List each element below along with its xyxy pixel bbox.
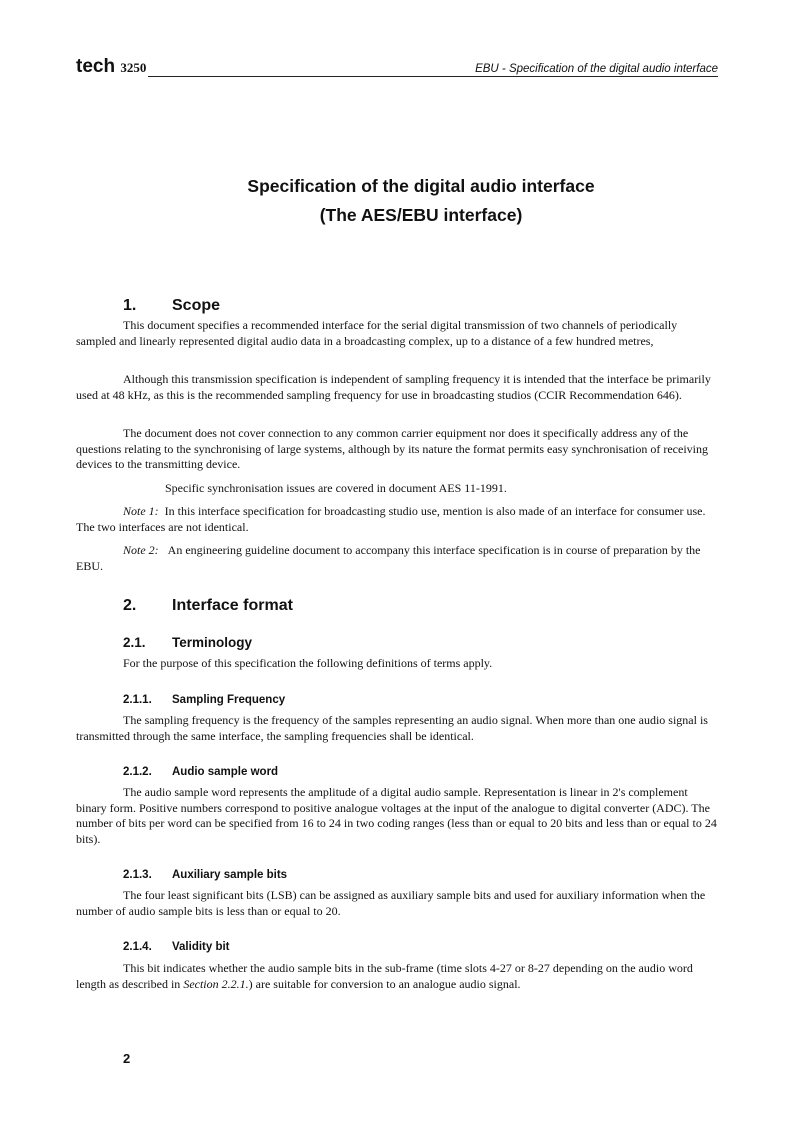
scope-paragraph-2: Although this transmission specification is independent of sampling frequency it is intended that the interface be primarily used at 48 kHz, as this is the recommended sampling frequency for use in broadcasting studios (CCIR Recommendation 646). (76, 372, 711, 402)
note-2-label: Note 2: (123, 543, 159, 557)
section-2-1-1-heading (123, 693, 285, 707)
section-number: 2.1.2. (123, 766, 152, 778)
scope-note-1 (76, 504, 718, 535)
section-number: 2.1.1. (123, 694, 152, 706)
validity-bit-paragraph (76, 961, 718, 992)
validity-text-before: This bit indicates whether the audio sample bits in the sub-frame (time slots 4-27 or 8-27 depending on the audio word length as described in (76, 961, 693, 991)
section-reference: Section 2.2.1. (183, 976, 249, 991)
section-1-heading (123, 296, 220, 315)
scope-paragraph-3: The document does not cover connection to any common carrier equipment nor does it specifically address any of the questions relating to the synchronising of large systems, although by its nature the format permits easy synchronisation of receiving devices to the transmitting device. (76, 426, 708, 471)
section-number: 2.1.3. (123, 869, 152, 881)
section-title: Sampling Frequency (172, 694, 286, 706)
section-title: Interface format (172, 597, 293, 614)
page-number: 2 (123, 1051, 131, 1066)
section-2-1-2-heading (123, 765, 278, 779)
terminology-paragraph: For the purpose of this specification the following definitions of terms apply. (123, 656, 493, 670)
scope-paragraph-1: This document specifies a recommended interface for the serial digital transmission of two channels of periodically sampled and linearly represented digital audio data in a broadcasting complex, up to a distance of a few hundred metres, (76, 318, 678, 348)
section-2-heading (123, 596, 293, 615)
document-number: 3250 (120, 60, 147, 75)
header-title: EBU - Specification of the digital audio interface (475, 63, 718, 75)
scope-paragraph-4: Specific synchronisation issues are covered in document AES 11-1991. (165, 481, 507, 495)
section-number: 2. (123, 597, 137, 614)
section-title: Scope (172, 297, 221, 314)
note-2-text: An engineering guideline document to accompany this interface specification is in course of preparation by the EBU. (76, 543, 701, 573)
section-title: Audio sample word (172, 766, 279, 778)
section-title: Validity bit (172, 941, 230, 953)
note-1-label: Note 1: (123, 504, 159, 518)
header-brand (76, 56, 146, 79)
section-2-1-heading (123, 635, 252, 651)
section-title: Auxiliary sample bits (172, 869, 288, 881)
auxiliary-sample-bits-paragraph: The four least significant bits (LSB) can be assigned as auxiliary sample bits and used for auxiliary information when the number of audio sample bits is less than or equal to 20. (76, 888, 706, 918)
sampling-frequency-paragraph: The sampling frequency is the frequency of the samples representing an audio signal. When more than one audio signal is transmitted through the same interface, the sampling frequencies shall be identical. (76, 713, 708, 743)
section-2-1-3-heading (123, 868, 287, 882)
audio-sample-word-paragraph: The audio sample word represents the amplitude of a digital audio sample. Representation is linear in 2's complement binary form. Positive numbers correspond to positive analogue voltages at the input of the analogue to digital converter (ADC). The number of bits per word can be specified from 16 to 24 in two coding ranges (less than or equal to 20 bits and less than or equal to 24 bits). (76, 785, 717, 846)
section-number: 2.1. (123, 635, 146, 650)
document-title-line1: Specification of the digital audio interface (247, 176, 595, 196)
note-1-text: In this interface specification for broadcasting studio use, mention is also made of an interface for consumer use. The two interfaces are not identical. (76, 504, 706, 534)
section-title: Terminology (172, 635, 253, 650)
header-rule (148, 76, 718, 77)
document-title-line2: (The AES/EBU interface) (319, 205, 523, 225)
validity-text-after: ) are suitable for conversion to an analogue audio signal. (248, 976, 521, 991)
section-2-1-4-heading (123, 940, 230, 954)
section-number: 2.1.4. (123, 941, 152, 953)
scope-note-2 (76, 543, 718, 574)
section-number: 1. (123, 297, 137, 314)
brand-name: tech (76, 56, 116, 77)
page-header (76, 56, 718, 78)
